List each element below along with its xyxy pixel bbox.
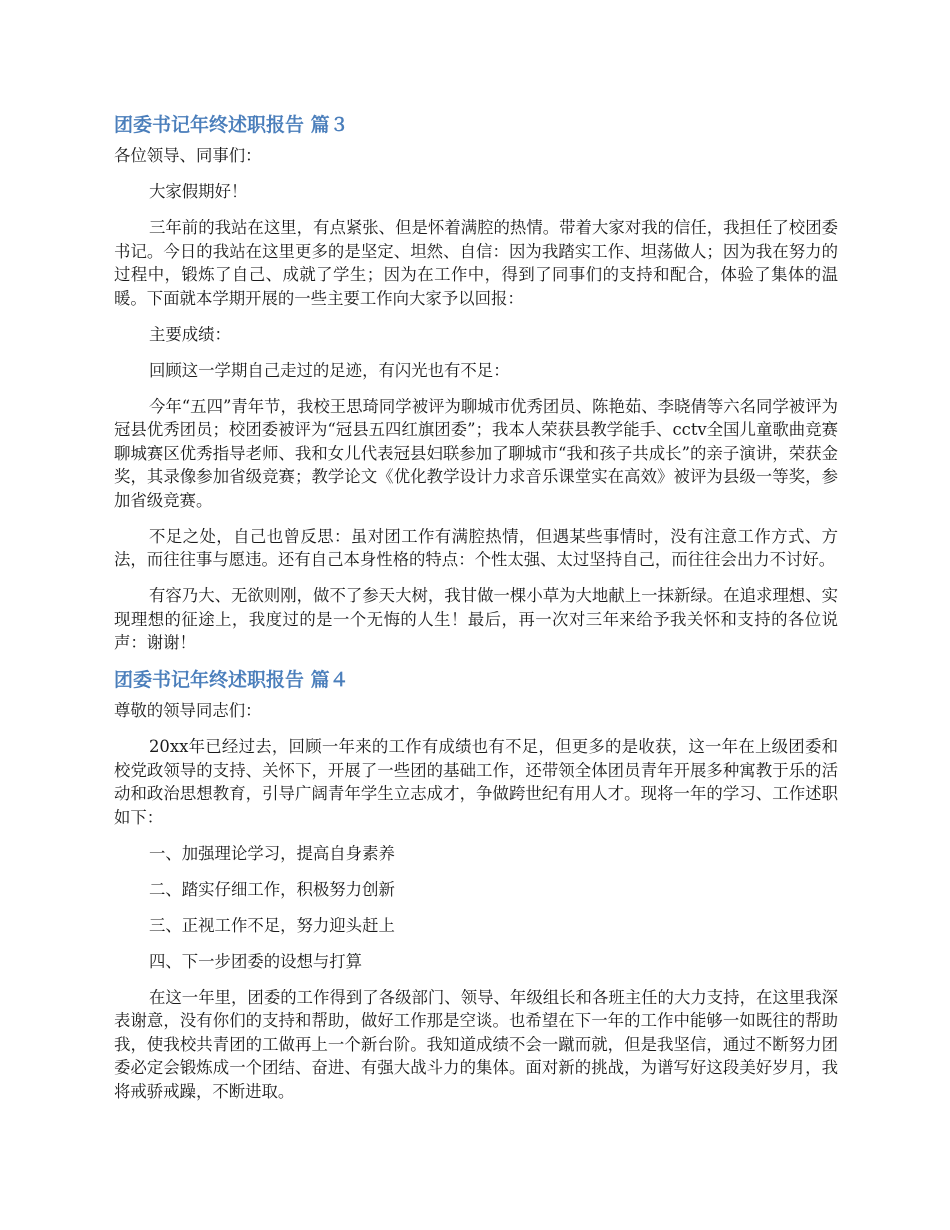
list-heading: 四、下一步团委的设想与打算: [149, 951, 363, 971]
paragraph: 回顾这一学期自己走过的足迹，有闪光也有不足：: [149, 360, 510, 380]
document-content: [114, 112, 838, 1116]
salutation: 尊敬的领导同志们：: [114, 701, 262, 720]
paragraph: 三年前的我站在这里，有点紧张、但是怀着满腔的热情。带着大家对我的信任，我担任了校团委书记。今日的我站在这里更多的是坚定、坦然、自信：因为我踏实工作、坦荡做人；因为我在努力的过程中，锻炼了自己、成就了学生；因为在工作中，得到了同事们的支持和配合，体验了集体的温暖。下面就本学期开展的一些主要工作向大家予以回报：: [114, 218, 838, 308]
paragraph: 在这一年里，团委的工作得到了各级部门、领导、年级组长和各班主任的大力支持，在这里我深表谢意，没有你们的支持和帮助，做好工作那是空谈。也希望在下一年的工作中能够一如既往的帮助我，使我校共青团的工做再上一个新台阶。我知道成绩不会一蹴而就，但是我坚信，通过不断努力团委必定会锻炼成一个团结、奋进、有强大战斗力的集体。面对新的挑战，为谱写好这段美好岁月，我将戒骄戒躁，不断进取。: [114, 987, 838, 1101]
paragraph: 有容乃大、无欲则刚，做不了参天大树，我甘做一棵小草为大地献上一抹新绿。在追求理想、实现理想的征途上，我度过的是一个无悔的人生！最后，再一次对三年来给予我关怀和支持的各位说声：谢谢！: [114, 586, 838, 652]
list-heading: 三、正视工作不足，努力迎头赶上: [149, 915, 395, 935]
list-heading: 一、加强理论学习，提高自身素养: [149, 843, 395, 863]
report-section-4: [114, 667, 838, 1103]
report-section-3: [114, 112, 838, 655]
paragraph: 大家假期好！: [149, 182, 248, 201]
paragraph: 不足之处，自己也曾反思：虽对团工作有满腔热情，但遇某些事情时，没有注意工作方式、方法，而往往事与愿违。还有自己本身性格的特点：个性太强、太过坚持自己，而往往会出力不讨好。: [114, 526, 838, 569]
paragraph: 20xx年已经过去，回顾一年来的工作有成绩也有不足，但更多的是收获，这一年在上级团委和校党政领导的支持、关怀下，开展了一些团的基础工作，还带领全体团员青年开展多种寓教于乐的活动和政治思想教育，引导广阔青年学生立志成才，争做跨世纪有用人才。现将一年的学习、工作述职如下：: [114, 737, 838, 827]
section-title: 团委书记年终述职报告 篇４: [114, 669, 349, 691]
paragraph: 主要成绩：: [149, 324, 231, 344]
paragraph: 今年“五四”青年节，我校王思琦同学被评为聊城市优秀团员、陈艳茹、李晓倩等六名同学被评为冠县优秀团员；校团委被评为“冠县五四红旗团委”；我本人荣获县教学能手、cctv全国儿童歌曲竞赛聊城赛区优秀指导老师、我和女儿代表冠县妇联参加了聊城市“我和孩子共成长”的亲子演讲，荣获金奖，其录像参加省级竞赛；教学论文《优化教学设计力求音乐课堂实在高效》被评为县级一等奖，参加省级竞赛。: [114, 396, 838, 510]
salutation: 各位领导、同事们：: [114, 146, 262, 165]
section-title: 团委书记年终述职报告 篇３: [114, 114, 349, 136]
list-heading: 二、踏实仔细工作，积极努力创新: [149, 879, 395, 899]
